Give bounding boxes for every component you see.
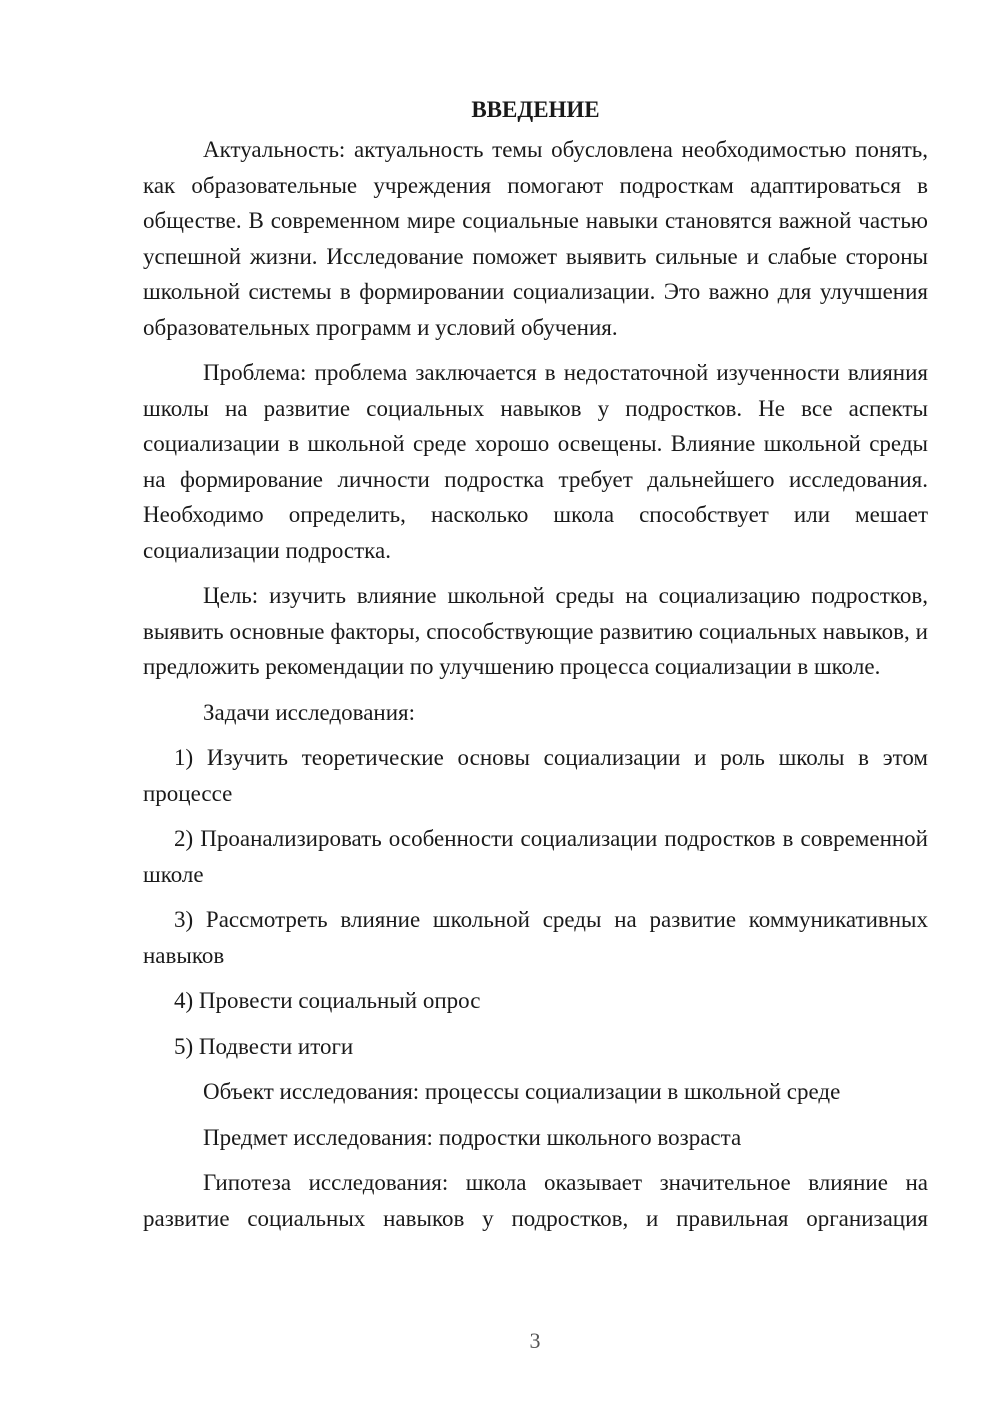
task-item: 5) Подвести итоги — [174, 1033, 354, 1059]
page-title: ВВЕДЕНИЕ — [471, 97, 600, 122]
subject-paragraph: Предмет исследования: подростки школьного возраста — [203, 1124, 742, 1150]
task-item: 3) Рассмотреть влияние школьной среды на развитие коммуникативных навыков — [143, 907, 928, 968]
page-number: 3 — [529, 1328, 541, 1353]
task-item: 4) Провести социальный опрос — [174, 988, 481, 1013]
problem-paragraph: Проблема: проблема заключается в недостаточной изученности влияния школы на развитие социальных навыков у подростков. Не все аспекты социализации в школьной среде хорошо освещены. Влияние школьной среды на формирование личности подростка требует дальнейшего исследования. Необходимо определить, насколько школа способствует или мешает социализации подростка. — [143, 360, 928, 563]
task-item: 2) Проанализировать особенности социализации подростков в современной школе — [143, 826, 928, 887]
relevance-paragraph: Актуальность: актуальность темы обусловлена необходимостью понять, как образовательные учреждения помогают подросткам адаптироваться в обществе. В современном мире социальные навыки становятся важной частью успешной жизни. Исследование поможет выявить сильные и слабые стороны школьной системы в формировании социализации. Это важно для улучшения образовательных программ и условий обучения. — [143, 137, 928, 340]
task-item: 1) Изучить теоретические основы социализации и роль школы в этом процессе — [143, 745, 928, 806]
tasks-heading: Задачи исследования: — [203, 699, 416, 725]
goal-paragraph: Цель: изучить влияние школьной среды на социализацию подростков, выявить основные факторы, способствующие развитию социальных навыков, и предложить рекомендации по улучшению процесса социализации в школе. — [143, 583, 928, 679]
page-content — [143, 92, 928, 1246]
object-paragraph: Объект исследования: процессы социализации в школьной среде — [203, 1079, 841, 1104]
hypothesis-paragraph: Гипотеза исследования: школа оказывает значительное влияние на развитие социальных навыков у подростков, и правильная организация — [143, 1170, 928, 1231]
